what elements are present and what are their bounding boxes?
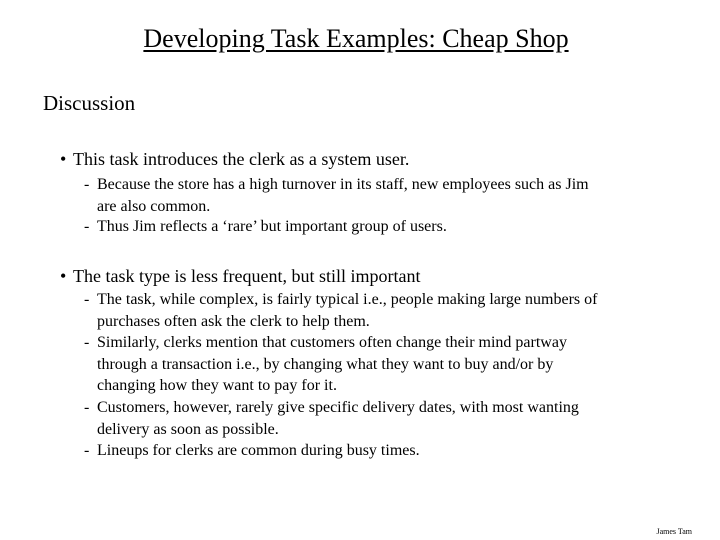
dash-marker: - [84,291,90,308]
subpoint-line: The task, while complex, is fairly typical i.e., people making large numbers of [97,291,598,308]
bullet-2 [60,266,420,287]
subpoint-line: changing how they want to pay for it. [97,377,337,394]
subpoint-line: purchases often ask the clerk to help them. [97,312,370,330]
bullet-2-subpoint-3 [84,397,579,440]
section-heading: Discussion [43,91,136,115]
dash-marker: - [84,176,90,193]
bullet-marker: • [60,266,67,286]
subpoint-line: Because the store has a high turnover in its staff, new employees such as Jim [97,176,589,193]
subpoint-line: are also common. [97,197,211,215]
bullet-1-text: This task introduces the clerk as a system user. [73,149,410,169]
author-footer: James Tam [656,527,692,536]
bullet-1-subpoint-1 [84,174,589,217]
subpoint-line: Thus Jim reflects a ‘rare’ but important group of users. [97,218,447,235]
bullet-2-subpoint-2 [84,332,567,397]
subpoint-line: Customers, however, rarely give specific delivery dates, with most wanting [97,399,579,416]
subpoint-line: Similarly, clerks mention that customers often change their mind partway [97,334,567,351]
bullet-2-subpoint-1 [84,289,597,332]
dash-marker: - [84,218,90,235]
dash-marker: - [84,442,90,459]
subpoint-line: delivery as soon as possible. [97,420,279,438]
bullet-2-text: The task type is less frequent, but still important [73,266,421,286]
bullet-2-subpoint-4 [84,440,420,462]
bullet-1-subpoint-2 [84,216,447,238]
dash-marker: - [84,334,90,351]
subpoint-line: Lineups for clerks are common during busy times. [97,442,420,459]
bullet-1 [60,149,409,170]
subpoint-line: through a transaction i.e., by changing what they want to buy and/or by [97,355,554,373]
bullet-marker: • [60,149,67,169]
dash-marker: - [84,399,90,416]
slide-title: Developing Task Examples: Cheap Shop [143,24,569,53]
